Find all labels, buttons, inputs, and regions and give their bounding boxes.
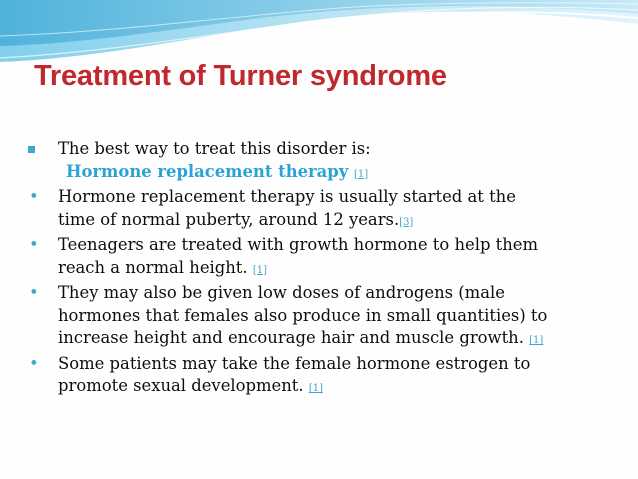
slide-title: Treatment of Turner syndrome — [34, 60, 447, 92]
bullet-item — [22, 234, 602, 282]
bullet-dot-icon: • — [29, 283, 39, 302]
bullet-dot-icon: • — [29, 187, 39, 206]
bullet-line: They may also be given low doses of androgens (male — [58, 283, 505, 302]
square-bullet-icon — [28, 146, 35, 153]
bullet-line-text: reach a normal height. — [58, 257, 253, 277]
bullet-line-text: time of normal puberty, around 12 years. — [58, 209, 400, 229]
bullet-line — [58, 257, 602, 283]
bullet-dot-icon: • — [29, 353, 39, 373]
reference-link[interactable]: [1] — [529, 335, 544, 346]
intro-item — [22, 138, 602, 161]
bullet-item — [22, 282, 602, 353]
bullet-item — [22, 186, 602, 234]
slide-body — [22, 138, 602, 401]
reference-link[interactable]: [1] — [308, 383, 323, 394]
reference-link[interactable]: [1] — [252, 264, 267, 276]
bullet-line: Some patients may take the female hormone estrogen to — [58, 353, 531, 373]
bullet-item — [22, 353, 602, 401]
sub-item — [22, 161, 602, 187]
bullet-line — [58, 375, 602, 401]
bullet-line — [58, 209, 602, 235]
bullet-line: hormones that females also produce in small quantities) to — [58, 305, 548, 325]
reference-link[interactable]: [3] — [399, 216, 414, 228]
reference-link[interactable]: [1] — [354, 168, 369, 180]
intro-text: The best way to treat this disorder is: — [58, 139, 371, 158]
bullet-dot-icon: • — [29, 235, 39, 254]
bullet-line-text: promote sexual development. — [58, 376, 309, 395]
bullet-line — [58, 327, 602, 353]
bullet-line: Hormone replacement therapy is usually started at the — [58, 187, 516, 206]
bullet-line-text: increase height and encourage hair and muscle growth. — [58, 328, 530, 347]
sub-item-text: Hormone replacement therapy — [66, 161, 349, 181]
bullet-line: Teenagers are treated with growth hormone to help them — [58, 235, 539, 254]
